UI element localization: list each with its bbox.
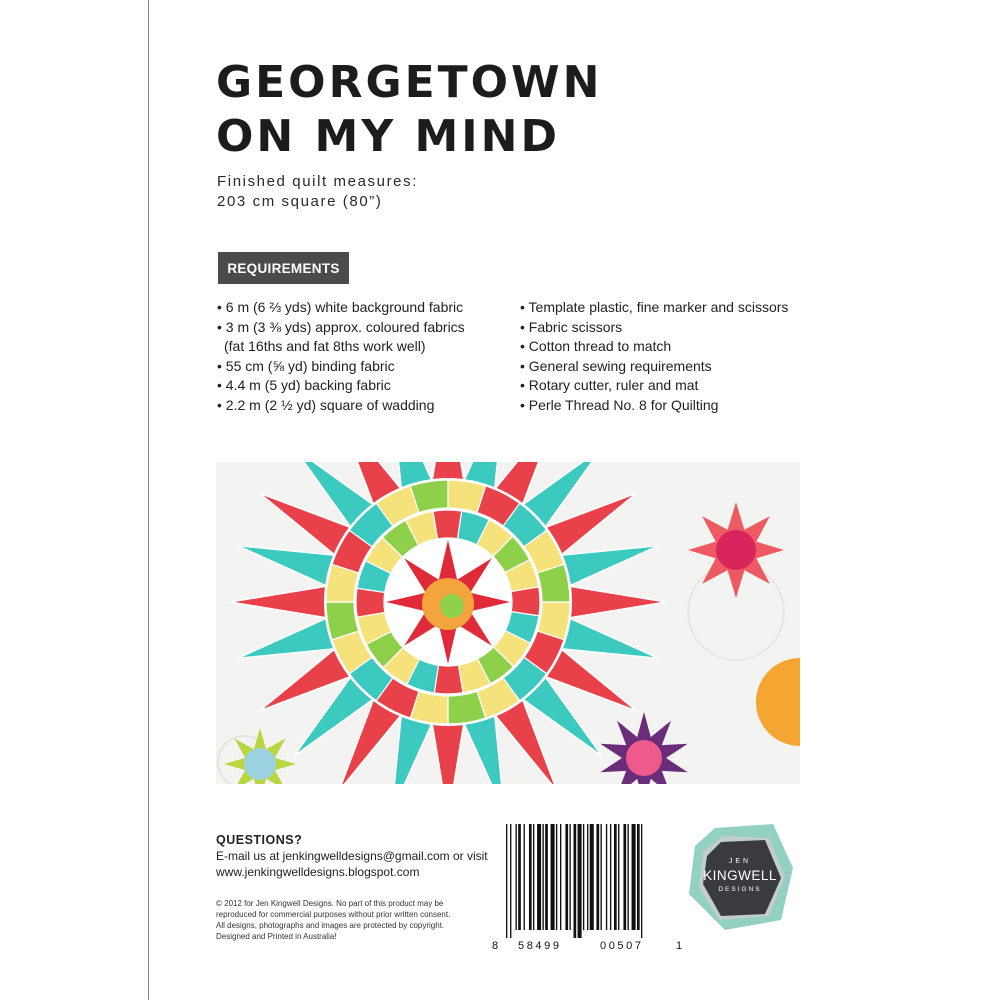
quilt-center-dot [440, 594, 464, 618]
barcode-bar [551, 824, 555, 930]
measures-line-2: 203 cm square (80”) [217, 193, 383, 210]
questions-email-line: E-mail us at jenkingwelldesigns@gmail.com or visit [216, 849, 488, 863]
barcode-bar [578, 824, 582, 938]
quilt-illustration [216, 462, 800, 784]
requirement-item: • Cotton thread to match [520, 338, 672, 355]
quilt-ring-segment [356, 588, 385, 617]
barcode-bar [637, 824, 640, 930]
barcode-left-digits: 58499 [518, 940, 562, 952]
requirement-item: • Template plastic, fine marker and scissors [520, 299, 789, 315]
copyright-line: © 2012 for Jen Kingwell Designs. No part of this product may be [216, 899, 444, 908]
barcode-bar [596, 824, 599, 930]
barcode-bar [506, 824, 507, 938]
barcode-bar [601, 824, 602, 930]
barcode-bar [614, 824, 617, 930]
requirement-item: • 6 m (6 ⅔ yds) white background fabric [217, 299, 464, 315]
barcode-bar [628, 824, 629, 930]
barcode-bar [556, 824, 557, 930]
barcode-bar [515, 824, 516, 930]
barcode-bar [618, 824, 619, 930]
title-line-2: ON MY MIND [216, 111, 561, 162]
copyright-line: Designed and Printed in Australia! [216, 932, 337, 941]
logo-text-top: JEN [728, 858, 752, 865]
requirement-item: (fat 16ths and fat 8ths work well) [224, 338, 426, 355]
requirement-item: • 2.2 m (2 ½ yd) square of wadding [217, 396, 435, 413]
barcode-right-digits: 00507 [600, 940, 644, 952]
barcode-bar [537, 824, 541, 930]
barcode-bar [590, 824, 594, 930]
quilt-purple-star-center [626, 740, 662, 776]
requirements-heading: REQUIREMENTS [218, 252, 349, 284]
barcode-bar [545, 824, 548, 930]
requirement-item: • Rotary cutter, ruler and mat [520, 377, 699, 394]
requirement-item: • General sewing requirements [520, 357, 712, 374]
barcode-bar [529, 824, 532, 930]
barcode-check-digit: 1 [676, 940, 685, 952]
barcode-bar [510, 824, 511, 938]
quilt-ring-segment [433, 510, 462, 539]
barcode-bar [518, 824, 521, 930]
barcode-bar [632, 824, 636, 930]
barcode-bar [524, 824, 525, 930]
quilt-ring-segment [511, 587, 540, 616]
barcode-bar [565, 824, 568, 930]
requirement-item: • 55 cm (⅝ yd) binding fabric [217, 357, 395, 374]
barcode-bar [641, 824, 642, 938]
jen-kingwell-logo [685, 822, 795, 932]
barcode-bar [587, 824, 588, 930]
pattern-title [216, 56, 602, 164]
barcode-bar [569, 824, 570, 930]
barcode-bar [610, 824, 611, 930]
requirement-item: • 3 m (3 ⅜ yds) approx. coloured fabrics [217, 318, 465, 335]
barcode-bar [583, 824, 584, 930]
logo-text-sub: DESIGNS [718, 886, 762, 893]
measures-line-1: Finished quilt measures: [217, 173, 418, 190]
barcode-bar [574, 824, 577, 938]
quilt-photo [216, 462, 800, 784]
requirements-list-right [520, 298, 788, 416]
barcode-bar [623, 824, 626, 930]
questions-heading: QUESTIONS? [216, 833, 303, 847]
page-edge-line [148, 0, 149, 1000]
quilt-green-star-center [244, 748, 276, 780]
requirements-list-left [217, 298, 465, 416]
barcode-bar [560, 824, 561, 930]
questions-block [216, 832, 488, 880]
barcode-bar [533, 824, 534, 930]
quilt-ring-segment [434, 665, 463, 694]
title-line-1: GEORGETOWN [216, 57, 603, 108]
barcode-bar [542, 824, 543, 930]
barcode-bar [606, 824, 607, 930]
copyright-notice [216, 898, 496, 942]
finished-measures [217, 172, 418, 212]
copyright-line: reproduced for commercial purposes without prior written consent. [216, 910, 451, 919]
quilt-side-star-center [716, 530, 756, 570]
barcode-first-digit: 8 [492, 940, 501, 952]
copyright-line: All designs, photographs and images are protected by copyright. [216, 921, 445, 930]
requirement-item: • Fabric scissors [520, 318, 623, 335]
requirement-item: • 4.4 m (5 yd) backing fabric [217, 377, 391, 394]
requirement-item: • Perle Thread No. 8 for Quilting [520, 396, 719, 413]
barcode [492, 822, 692, 940]
barcode-bars [492, 822, 682, 940]
questions-website-line: www.jenkingwelldesigns.blogspot.com [216, 865, 420, 879]
logo-text-main: KINGWELL [703, 868, 777, 883]
